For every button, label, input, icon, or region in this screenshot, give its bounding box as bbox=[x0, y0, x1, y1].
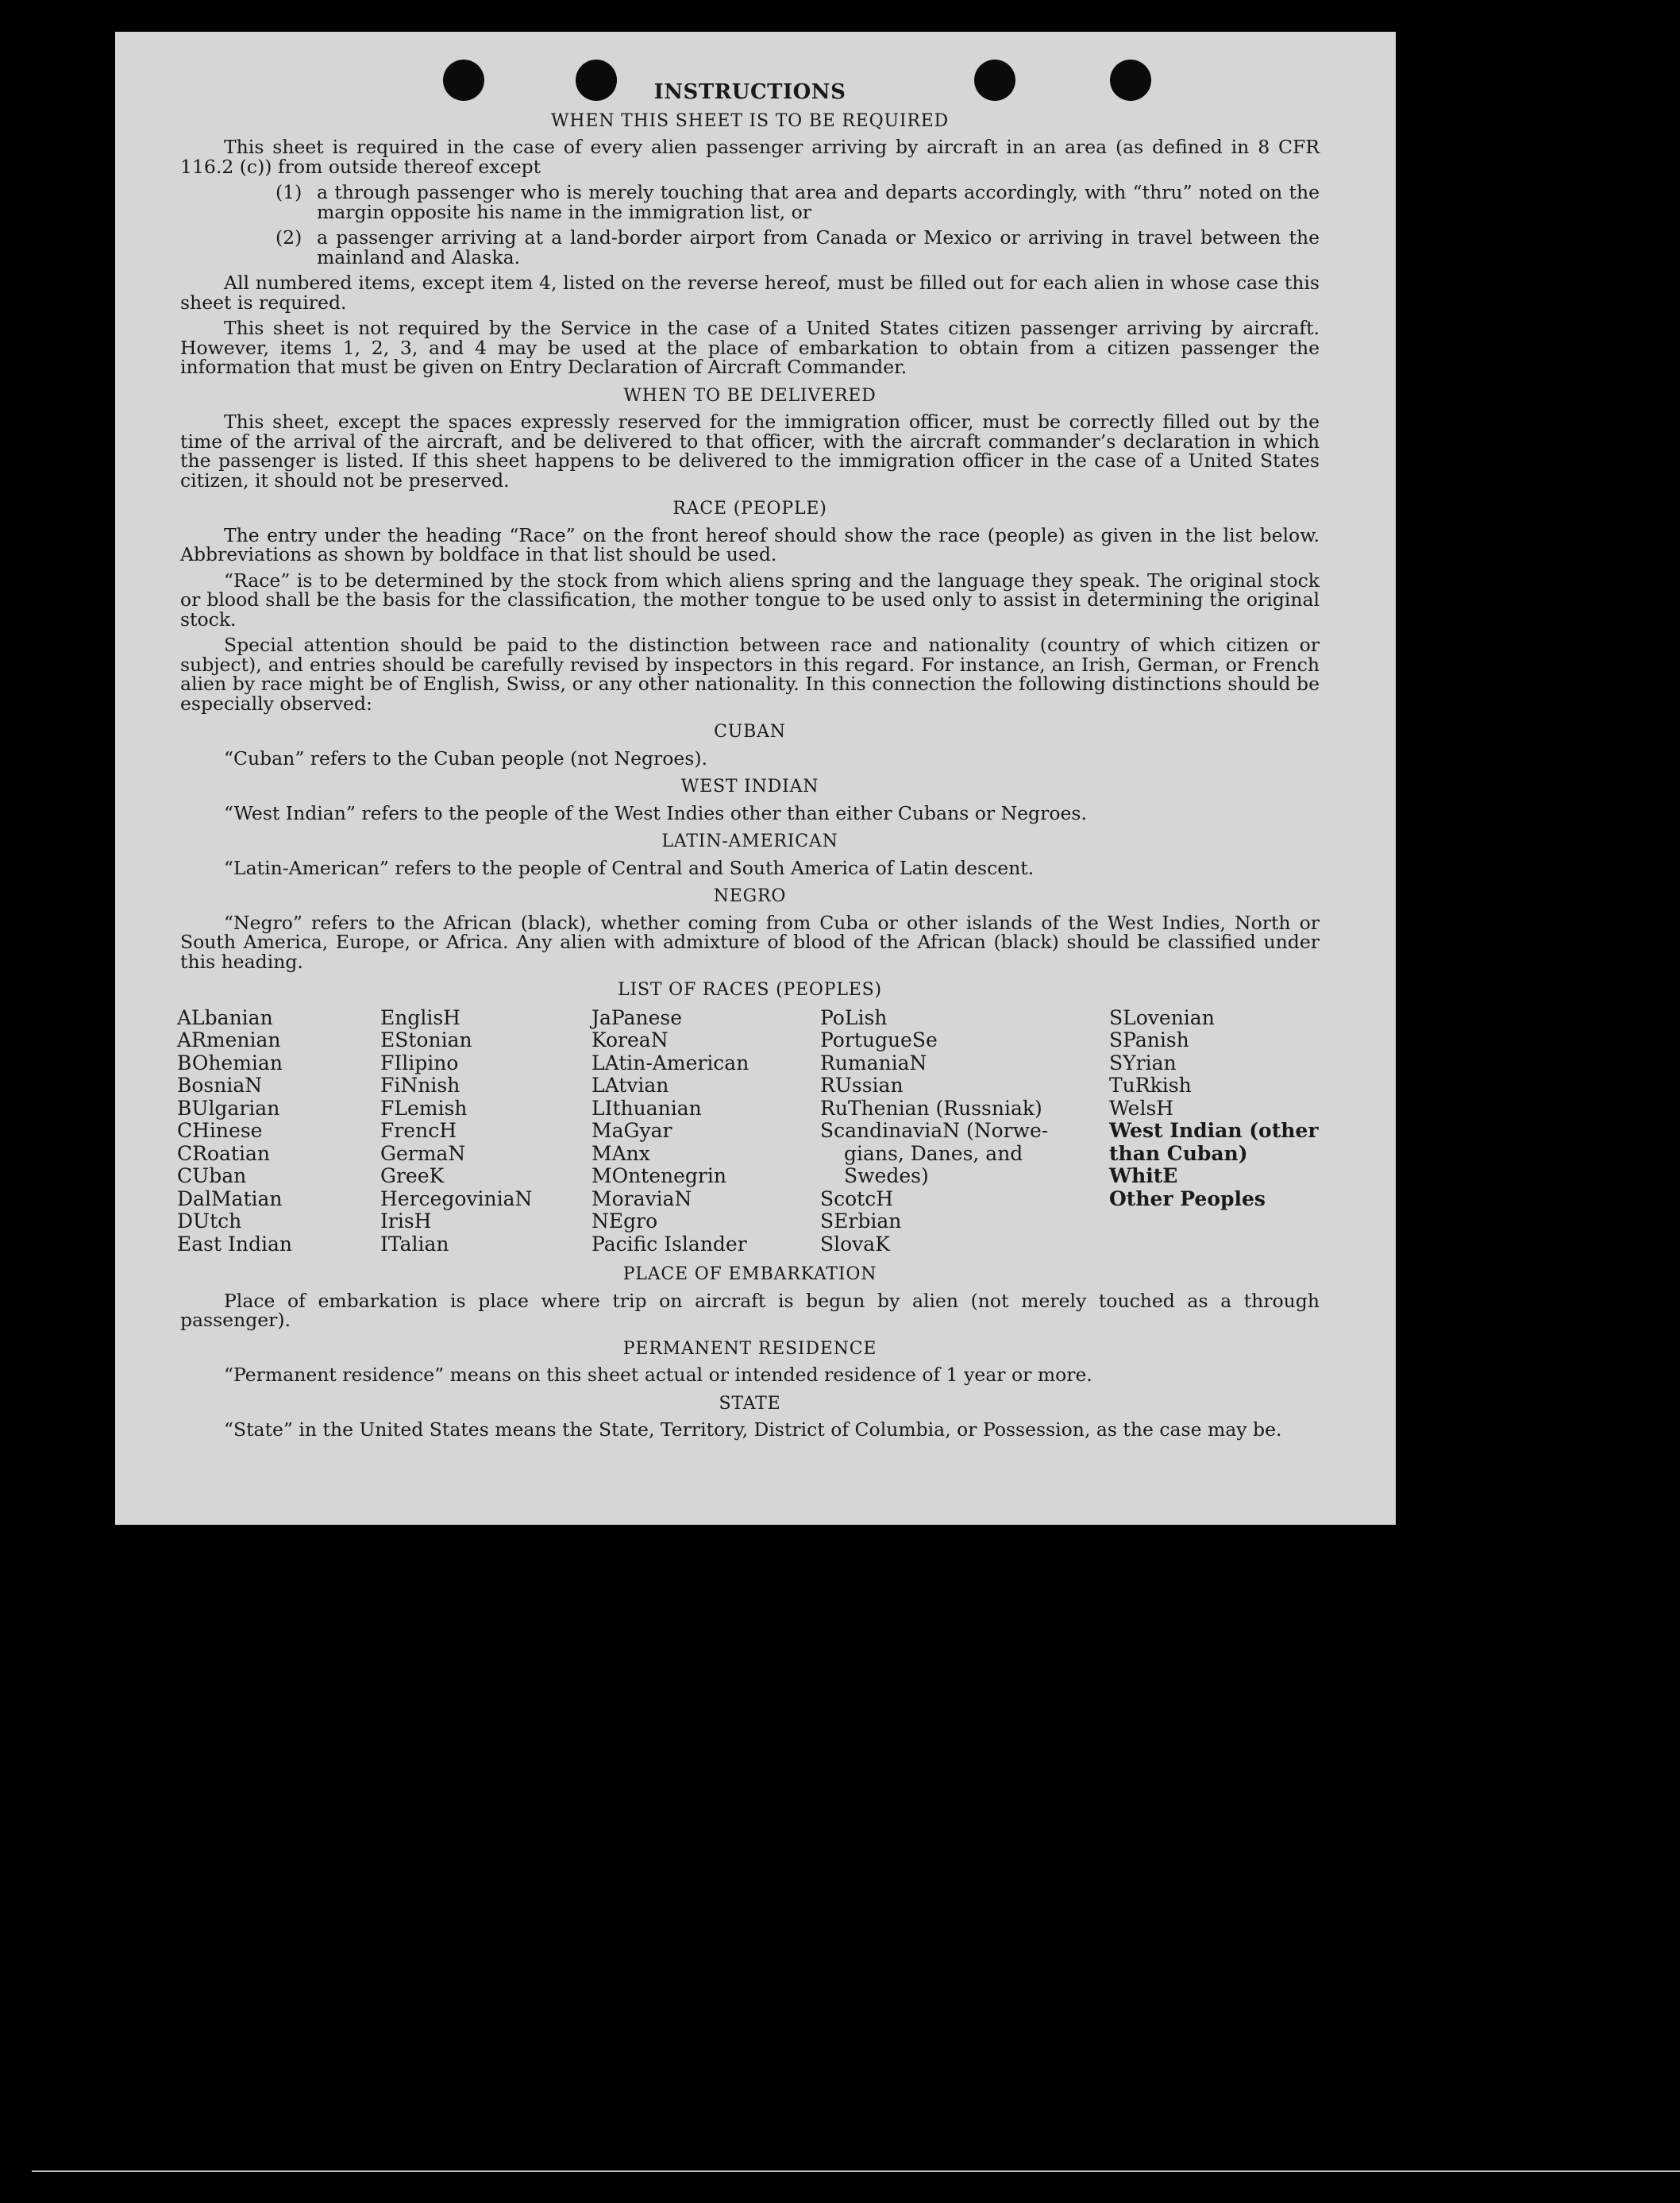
heading-permanent-residence: PERMANENT RESIDENCE bbox=[622, 1338, 877, 1359]
race-entry: LIthuanian bbox=[591, 1096, 702, 1120]
race-entry: RuThenian (Russniak) bbox=[820, 1096, 1042, 1120]
race-entry: ScandinaviaN (Norwe- bbox=[820, 1119, 1049, 1142]
paragraph-required: This sheet is required in the case of every alien passenger arriving by aircraft in an area (as defined in 8 CFR 116.2 (c)) from outside thereof except bbox=[180, 136, 1320, 178]
instructions-text bbox=[177, 80, 1320, 1446]
paragraph-negro: “Negro” refers to the African (black), whether coming from Cuba or other islands of the West Indies, North or South America, Europe, or Africa. Any alien with admixture of blood of the African (black) should be classified under this heading. bbox=[180, 911, 1320, 973]
race-entry: ALbanian bbox=[177, 1005, 273, 1029]
race-entry: than Cuban) bbox=[1109, 1141, 1248, 1165]
races-column bbox=[591, 1007, 820, 1256]
race-entry: PortugueSe bbox=[820, 1028, 938, 1051]
race-entry: GermaN bbox=[380, 1141, 466, 1165]
race-entry: MOntenegrin bbox=[591, 1164, 726, 1187]
races-column bbox=[380, 1007, 591, 1256]
heading-state: STATE bbox=[719, 1393, 781, 1414]
race-entry: SErbian bbox=[820, 1210, 902, 1233]
heading-latin-american: LATIN-AMERICAN bbox=[661, 831, 838, 851]
paragraph-race-1: The entry under the heading “Race” on the front hereof should show the race (people) as given in the list below. Abbreviations as shown by boldface in that list should be used. bbox=[180, 523, 1320, 565]
race-entry: WhitE bbox=[1109, 1164, 1178, 1187]
race-entry: MaGyar bbox=[591, 1119, 672, 1142]
race-entry: BOhemian bbox=[177, 1051, 283, 1074]
race-entry: HercegoviniaN bbox=[380, 1186, 533, 1210]
item-text: a through passenger who is merely touching that area and departs accordingly, with “thru” noted on the margin opposite his name in the immigration list, or bbox=[317, 181, 1320, 223]
paragraph-state: “State” in the United States means the State, Territory, District of Columbia, or Possession, as the case may be. bbox=[224, 1418, 1282, 1441]
race-entry: Other Peoples bbox=[1109, 1186, 1266, 1210]
paragraph-embarkation: Place of embarkation is place where trip on aircraft is begun by alien (not merely touched as a through passenger). bbox=[180, 1289, 1320, 1331]
race-entry: MAnx bbox=[591, 1141, 650, 1165]
heading-west-indian: WEST INDIAN bbox=[680, 777, 819, 797]
paragraph-cuban: “Cuban” refers to the Cuban people (not Negroes). bbox=[224, 747, 708, 770]
race-entry: PoLish bbox=[820, 1005, 888, 1029]
race-entry: DalMatian bbox=[177, 1186, 283, 1210]
race-entry: Pacific Islander bbox=[591, 1232, 747, 1256]
race-entry: FrencH bbox=[380, 1119, 457, 1142]
races-table bbox=[177, 1007, 1320, 1256]
paragraph-not-required: This sheet is not required by the Service in the case of a United States citizen passenger arriving by aircraft. However, items 1, 2, 3, and 4 may be used at the place of embarkation to obtain from a citizen passenger the information that must be given on Entry Declaration of Aircraft Commander. bbox=[180, 317, 1320, 378]
race-entry: FLemish bbox=[380, 1096, 468, 1120]
race-entry: SYrian bbox=[1109, 1051, 1177, 1074]
race-entry: CUban bbox=[177, 1164, 247, 1187]
race-entry: RumaniaN bbox=[820, 1051, 927, 1074]
race-entry: FiNnish bbox=[380, 1074, 460, 1097]
races-column bbox=[1109, 1007, 1324, 1256]
race-entry: BUlgarian bbox=[177, 1096, 280, 1120]
list-item bbox=[180, 183, 1320, 222]
race-entry: BosniaN bbox=[177, 1074, 263, 1097]
race-entry: TuRkish bbox=[1109, 1074, 1192, 1097]
item-number: (2) bbox=[276, 226, 302, 249]
race-entry: SlovaK bbox=[820, 1232, 890, 1256]
race-entry: CHinese bbox=[177, 1119, 263, 1142]
heading-cuban: CUBAN bbox=[714, 722, 786, 742]
race-entry: West Indian (other bbox=[1109, 1119, 1319, 1142]
race-entry: JaPanese bbox=[591, 1005, 683, 1029]
race-entry: SPanish bbox=[1109, 1028, 1189, 1051]
heading-when-required: WHEN THIS SHEET IS TO BE REQUIRED bbox=[551, 110, 949, 131]
race-entry: MoraviaN bbox=[591, 1186, 692, 1210]
paragraph-delivered: This sheet, except the spaces expressly reserved for the immigration officer, must be correctly filled out by the time of the arrival of the aircraft, and be delivered to that officer, with the aircraft commander’s declaration in which the passenger is listed. If this sheet happens to be delivered to the immigration officer in the case of a United States citizen, it should not be preserved. bbox=[180, 411, 1320, 492]
paragraph-latin-american: “Latin-American” refers to the people of Central and South America of Latin descent. bbox=[224, 856, 1035, 879]
paragraph-residence: “Permanent residence” means on this sheet actual or intended residence of 1 year or more. bbox=[224, 1364, 1092, 1386]
race-entry: EnglisH bbox=[380, 1005, 460, 1029]
races-column bbox=[177, 1007, 380, 1256]
scan-edge-line bbox=[32, 2170, 1680, 2172]
heading-negro: NEGRO bbox=[713, 886, 787, 906]
race-entry: ARmenian bbox=[177, 1028, 281, 1051]
race-entry: SLovenian bbox=[1109, 1005, 1215, 1029]
list-item bbox=[180, 228, 1320, 267]
race-entry: CRoatian bbox=[177, 1141, 270, 1165]
item-text: a passenger arriving at a land-border airport from Canada or Mexico or arriving in travel between the mainland and Alaska. bbox=[317, 226, 1320, 268]
race-entry: East Indian bbox=[177, 1232, 292, 1256]
heading-place-of-embarkation: PLACE OF EMBARKATION bbox=[622, 1264, 877, 1284]
heading-list-of-races: LIST OF RACES (PEOPLES) bbox=[618, 980, 882, 1000]
race-entry: LAtin-American bbox=[591, 1051, 749, 1074]
races-column bbox=[820, 1007, 1109, 1256]
item-number: (1) bbox=[276, 181, 302, 203]
race-entry: WelsH bbox=[1109, 1096, 1174, 1120]
race-entry: FIlipino bbox=[380, 1051, 459, 1074]
document-page bbox=[115, 32, 1396, 1525]
race-entry: LAtvian bbox=[591, 1074, 669, 1097]
race-entry: RUssian bbox=[820, 1074, 904, 1097]
race-entry: IrisH bbox=[380, 1210, 432, 1233]
heading-race: RACE (PEOPLE) bbox=[672, 499, 827, 519]
race-entry: NEgro bbox=[591, 1210, 658, 1233]
paragraph-numbered-items: All numbered items, except item 4, listed on the reverse hereof, must be filled out for each alien in whose case this sheet is required. bbox=[180, 272, 1320, 314]
paragraph-west-indian: “West Indian” refers to the people of the West Indies other than either Cubans or Negroes. bbox=[224, 801, 1087, 824]
heading-when-delivered: WHEN TO BE DELIVERED bbox=[623, 385, 877, 406]
page-title: INSTRUCTIONS bbox=[653, 80, 846, 104]
race-entry: EStonian bbox=[380, 1028, 472, 1051]
race-entry: KoreaN bbox=[591, 1028, 669, 1051]
race-entry: ScotcH bbox=[820, 1186, 894, 1210]
paragraph-race-2: “Race” is to be determined by the stock from which aliens spring and the language they speak. The original stock or blood shall be the basis for the classification, the mother tongue to be used only to assist in determining the original stock. bbox=[180, 569, 1320, 631]
paragraph-race-3: Special attention should be paid to the distinction between race and nationality (country of which citizen or subject), and entries should be carefully revised by inspectors in this regard. For instance, an Irish, German, or French alien by race might be of English, Swiss, or any other nationality. In this connection the following distinctions should be especially observed: bbox=[180, 634, 1320, 715]
race-entry: ITalian bbox=[380, 1232, 449, 1256]
race-entry: Swedes) bbox=[844, 1164, 929, 1187]
race-entry: gians, Danes, and bbox=[844, 1141, 1023, 1165]
race-entry: GreeK bbox=[380, 1164, 445, 1187]
race-entry: DUtch bbox=[177, 1210, 242, 1233]
